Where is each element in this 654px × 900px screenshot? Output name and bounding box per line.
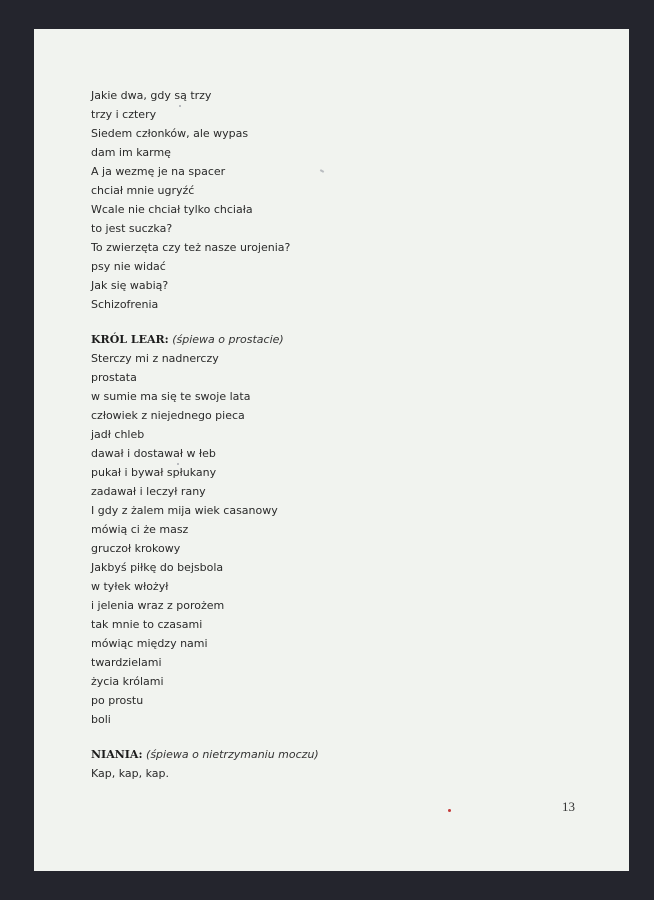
verse-line: chciał mnie ugryźć [91, 184, 195, 197]
speaker-colon: : [164, 333, 169, 346]
verse-line: psy nie widać [91, 260, 166, 273]
verse-line: dawał i dostawał w łeb [91, 447, 216, 460]
verse-line: pukał i bywał spłukany [91, 466, 217, 479]
verse-line: Jakie dwa, gdy są trzy [91, 89, 212, 102]
red-ink-mark [448, 809, 451, 812]
verse-line: Sterczy mi z nadnerczy [91, 352, 219, 365]
verse-line: Kap, kap, kap. [91, 767, 170, 780]
verse-line: prostata [91, 371, 137, 384]
text-body [91, 86, 571, 783]
document-page [34, 29, 629, 871]
verse-line: twardzielami [91, 656, 162, 669]
verse-line: zadawał i leczył rany [91, 485, 206, 498]
speaker-heading-niania [91, 745, 571, 764]
stanza-2 [91, 349, 571, 729]
verse-line: życia królami [91, 675, 164, 688]
page-number: 13 [562, 799, 575, 814]
verse-line: mówią ci że masz [91, 523, 189, 536]
verse-line: tak mnie to czasami [91, 618, 203, 631]
verse-line: Schizofrenia [91, 298, 159, 311]
verse-line: dam im karmę [91, 146, 171, 159]
stage-direction: (śpiewa o prostacie) [172, 333, 284, 346]
verse-line: po prostu [91, 694, 144, 707]
verse-line: boli [91, 713, 111, 726]
verse-line: Jak się wabią? [91, 279, 169, 292]
verse-line: i jelenia wraz z porożem [91, 599, 225, 612]
speaker-name: KRÓL LEAR [91, 333, 165, 346]
verse-line: trzy i cztery [91, 108, 157, 121]
verse-line: Jakbyś piłkę do bejsbola [91, 561, 224, 574]
verse-line: I gdy z żalem mija wiek casanowy [91, 504, 278, 517]
verse-line: gruczoł krokowy [91, 542, 181, 555]
verse-line: To zwierzęta czy też nasze urojenia? [91, 241, 291, 254]
verse-line: w sumie ma się te swoje lata [91, 390, 251, 403]
speaker-heading-krol-lear [91, 330, 571, 349]
speaker-name: NIANIA: [91, 748, 143, 761]
verse-line: w tyłek włożył [91, 580, 169, 593]
verse-line: Siedem członków, ale wypas [91, 127, 249, 140]
verse-line: jadł chleb [91, 428, 145, 441]
stanza-gap [91, 314, 571, 330]
stage-direction: (śpiewa o nietrzymaniu moczu) [146, 748, 319, 761]
verse-line: to jest suczka? [91, 222, 173, 235]
verse-line: Wcale nie chciał tylko chciała [91, 203, 253, 216]
stanza-3 [91, 764, 571, 783]
verse-line: A ja wezmę je na spacer [91, 165, 226, 178]
stanza-1 [91, 86, 571, 314]
stanza-gap [91, 729, 571, 745]
verse-line: człowiek z niejednego pieca [91, 409, 245, 422]
verse-line: mówiąc między nami [91, 637, 208, 650]
